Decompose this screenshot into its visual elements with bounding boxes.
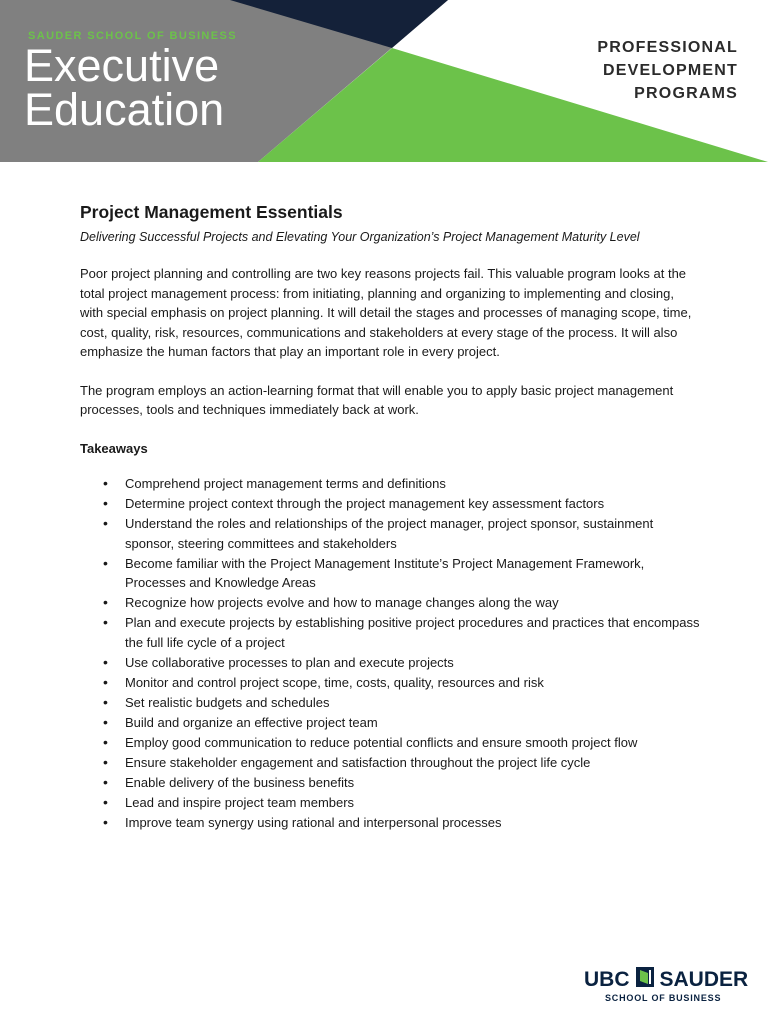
takeaway-item: • Lead and inspire project team members	[125, 793, 700, 813]
takeaway-item: • Build and organize an effective project team	[125, 713, 700, 733]
title-line-1: Executive	[24, 40, 220, 91]
logo-sauder-text: SAUDER	[659, 967, 749, 991]
takeaway-item: • Use collaborative processes to plan and execute projects	[125, 653, 700, 673]
takeaway-item: • Determine project context through the project management key assessment factors	[125, 494, 700, 514]
takeaway-item: • Improve team synergy using rational and interpersonal processes	[125, 813, 700, 833]
programs-line-2: DEVELOPMENT	[603, 62, 738, 79]
programs-line-1: PROFESSIONAL	[597, 39, 738, 56]
takeaway-item: • Enable delivery of the business benefits	[125, 773, 700, 793]
logo-ubc-text: UBC	[584, 967, 630, 991]
document-subtitle: Delivering Successful Projects and Elevating Your Organization’s Project Management Maturity Level	[80, 230, 640, 244]
document-body	[80, 200, 700, 833]
takeaways-list	[80, 474, 700, 832]
logo-school-of-business: SCHOOL OF BUSINESS	[605, 993, 722, 1003]
programs-line-3: PROGRAMS	[634, 85, 738, 102]
takeaway-item: • Become familiar with the Project Management Institute’s Project Management Framework, Processes and Knowledge Areas	[125, 554, 700, 593]
takeaway-item: • Monitor and control project scope, time, costs, quality, resources and risk	[125, 673, 700, 693]
takeaways-heading: Takeaways	[80, 440, 148, 456]
takeaway-item: • Set realistic budgets and schedules	[125, 693, 700, 713]
takeaway-item: • Recognize how projects evolve and how to manage changes along the way	[125, 593, 700, 613]
takeaway-item: • Employ good communication to reduce potential conflicts and ensure smooth project flow	[125, 733, 700, 753]
intro-paragraph: Poor project planning and controlling are two key reasons projects fail. This valuable program looks at the total project management process: from initiating, planning and organizing to implementing and closing, with special emphasis on project planning. It will detail the stages and processes of managing scope, time, cost, quality, risk, resources, communications and stakeholders at every stage of the process. It will also emphasize the human factors that play an important role in every project.	[80, 266, 692, 359]
title-line-2: Education	[24, 84, 225, 135]
takeaway-item: • Ensure stakeholder engagement and satisfaction throughout the project life cycle	[125, 753, 700, 773]
takeaway-item: • Comprehend project management terms and definitions	[125, 474, 700, 494]
ubc-sauder-logo	[578, 958, 748, 1014]
takeaway-item: • Plan and execute projects by establishing positive project procedures and practices that encompass the full life cycle of a project	[125, 613, 700, 652]
logo-wordmark	[584, 967, 748, 992]
document-title: Project Management Essentials	[80, 202, 343, 222]
school-label: SAUDER SCHOOL OF BUSINESS	[28, 30, 237, 42]
format-paragraph: The program employs an action-learning format that will enable you to apply basic project management processes, tools and techniques immediately back at work.	[80, 382, 674, 417]
header-banner	[0, 0, 768, 162]
programs-label	[597, 36, 738, 105]
executive-education-title	[24, 40, 225, 135]
ubc-sauder-mark-icon	[636, 967, 654, 992]
takeaway-item: • Understand the roles and relationships of the project manager, project sponsor, sustainment sponsor, steering committees and stakeholders	[125, 514, 700, 553]
